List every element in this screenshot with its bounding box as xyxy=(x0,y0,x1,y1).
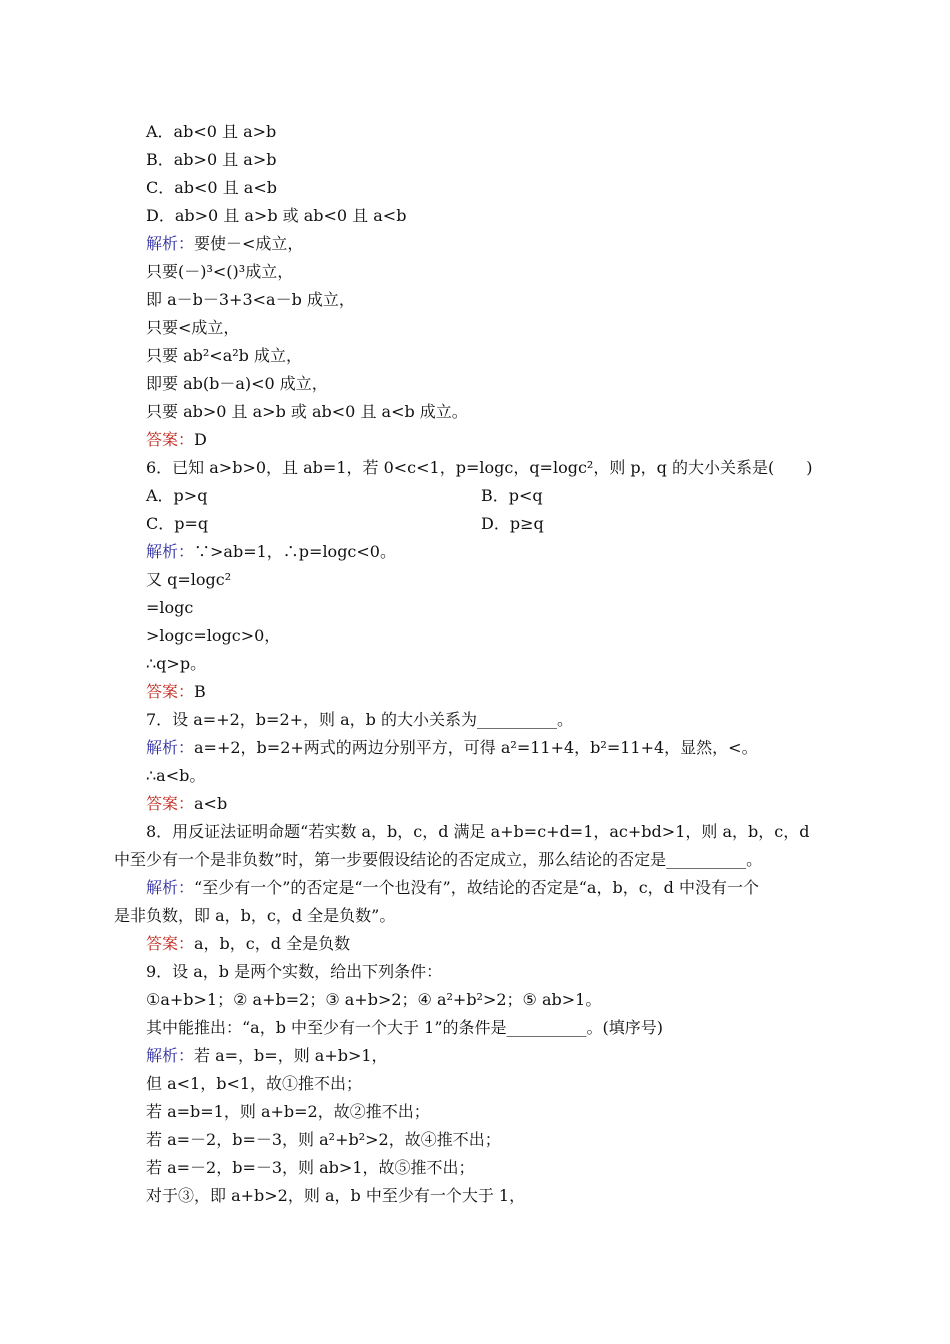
line-text: 只要(－)³<()³成立， xyxy=(146,262,294,281)
line-text: 7．设 a=+2，b=2+，则 a，b 的大小关系为__________。 xyxy=(146,710,573,729)
line-text: A．p>q xyxy=(146,486,208,505)
text-line xyxy=(146,933,350,955)
option-right-column: B．p<q xyxy=(481,486,543,505)
text-line xyxy=(146,457,812,479)
line-text: 中至少有一个是非负数”时，第一步要假设结论的否定成立，那么结论的否定是__________。 xyxy=(114,850,763,869)
line-text: 若 a=b=1，则 a+b=2，故②推不出； xyxy=(146,1102,430,1121)
answer-label: 答案： xyxy=(146,794,195,813)
analysis-label: 解析： xyxy=(146,738,195,757)
line-text: 即 a－b－3+3<a－b 成立， xyxy=(146,290,355,309)
line-text: C．p=q xyxy=(146,514,209,533)
line-text: 要使－<成立， xyxy=(194,234,304,253)
line-text: 只要<成立， xyxy=(146,318,240,337)
line-text: D xyxy=(194,430,207,449)
text-line xyxy=(146,541,396,563)
text-line xyxy=(146,233,303,255)
text-line xyxy=(146,345,302,367)
text-line xyxy=(146,1017,663,1039)
line-text: ①a+b>1；② a+b=2；③ a+b>2；④ a²+b²>2；⑤ ab>1。 xyxy=(146,990,602,1009)
text-line xyxy=(146,765,205,787)
line-text: D．ab>0 且 a>b 或 ab<0 且 a<b xyxy=(146,206,407,225)
line-text: =logc xyxy=(146,598,194,617)
line-text: a，b，c，d 全是负数 xyxy=(194,934,351,953)
text-line xyxy=(146,989,601,1011)
line-text: C．ab<0 且 a<b xyxy=(146,178,277,197)
text-line xyxy=(146,597,193,619)
line-text: 若 a=，b=，则 a+b>1， xyxy=(194,1046,388,1065)
line-text: A．ab<0 且 a>b xyxy=(146,122,277,141)
line-text: 对于③，即 a+b>2，则 a，b 中至少有一个大于 1， xyxy=(146,1186,526,1205)
line-text: 若 a=－2，b=－3，则 a²+b²>2，故④推不出； xyxy=(146,1130,501,1149)
text-line xyxy=(146,737,758,759)
text-line xyxy=(146,205,406,227)
analysis-label: 解析： xyxy=(146,234,195,253)
text-line xyxy=(146,485,207,507)
line-text: B．ab>0 且 a>b xyxy=(146,150,277,169)
line-text: 若 a=－2，b=－3，则 ab>1，故⑤推不出； xyxy=(146,1158,475,1177)
answer-label: 答案： xyxy=(146,682,195,701)
text-line xyxy=(146,177,277,199)
text-line xyxy=(146,317,239,339)
text-line xyxy=(146,373,328,395)
text-line xyxy=(146,429,207,451)
line-text: ∵>ab=1，∴p=logc<0。 xyxy=(194,542,396,561)
line-text: ∴a<b。 xyxy=(146,766,206,785)
analysis-label: 解析： xyxy=(146,878,195,897)
text-line xyxy=(146,1101,430,1123)
line-text: a<b xyxy=(194,794,228,813)
analysis-label: 解析： xyxy=(146,1046,195,1065)
text-line xyxy=(146,625,280,647)
text-line xyxy=(146,149,277,171)
text-line xyxy=(146,821,809,843)
text-line xyxy=(146,121,276,143)
text-line xyxy=(146,513,208,535)
line-text: >logc=logc>0， xyxy=(146,626,281,645)
line-text: 其中能推出：“a，b 中至少有一个大于 1”的条件是__________。(填序号) xyxy=(146,1018,663,1037)
line-text: 是非负数，即 a，b，c，d 全是负数”。 xyxy=(114,906,396,925)
line-text: 9．设 a，b 是两个实数，给出下列条件： xyxy=(146,962,443,981)
option-right-column: D．p≥q xyxy=(481,514,544,533)
text-line xyxy=(146,569,231,591)
text-line xyxy=(146,681,206,703)
text-line xyxy=(146,1045,388,1067)
line-text: a=+2，b=2+两式的两边分别平方，可得 a²=11+4，b²=11+4，显然，<。 xyxy=(194,738,758,757)
answer-label: 答案： xyxy=(146,934,195,953)
text-line xyxy=(146,1185,525,1207)
line-text: 即要 ab(b－a)<0 成立， xyxy=(146,374,328,393)
text-line xyxy=(146,709,573,731)
text-line xyxy=(146,1073,362,1095)
line-text: 6．已知 a>b>0，且 ab=1，若 0<c<1，p=logc，q=logc²，则 p，q 的大小关系是( ) xyxy=(146,458,813,477)
line-text: 又 q=logc² xyxy=(146,570,232,589)
text-line xyxy=(114,849,762,871)
text-line xyxy=(146,289,355,311)
line-text: “至少有一个”的否定是“一个也没有”，故结论的否定是“a，b，c，d 中没有一个 xyxy=(194,878,759,897)
answer-label: 答案： xyxy=(146,430,195,449)
line-text: 只要 ab>0 且 a>b 或 ab<0 且 a<b 成立。 xyxy=(146,402,468,421)
text-line xyxy=(146,961,442,983)
text-line xyxy=(114,905,395,927)
line-text: ∴q>p。 xyxy=(146,654,207,673)
text-line xyxy=(146,1157,475,1179)
line-text: 8．用反证法证明命题“若实数 a，b，c，d 满足 a+b=c+d=1，ac+bd>1，则 a，b，c，d xyxy=(146,822,810,841)
analysis-label: 解析： xyxy=(146,542,195,561)
line-text: 但 a<1，b<1，故①推不出； xyxy=(146,1074,363,1093)
text-line xyxy=(146,793,227,815)
line-text: 只要 ab²<a²b 成立， xyxy=(146,346,302,365)
text-line xyxy=(146,401,468,423)
text-line xyxy=(146,877,759,899)
line-text: B xyxy=(194,682,206,701)
text-line xyxy=(146,1129,501,1151)
text-line xyxy=(146,653,206,675)
text-line xyxy=(146,261,293,283)
